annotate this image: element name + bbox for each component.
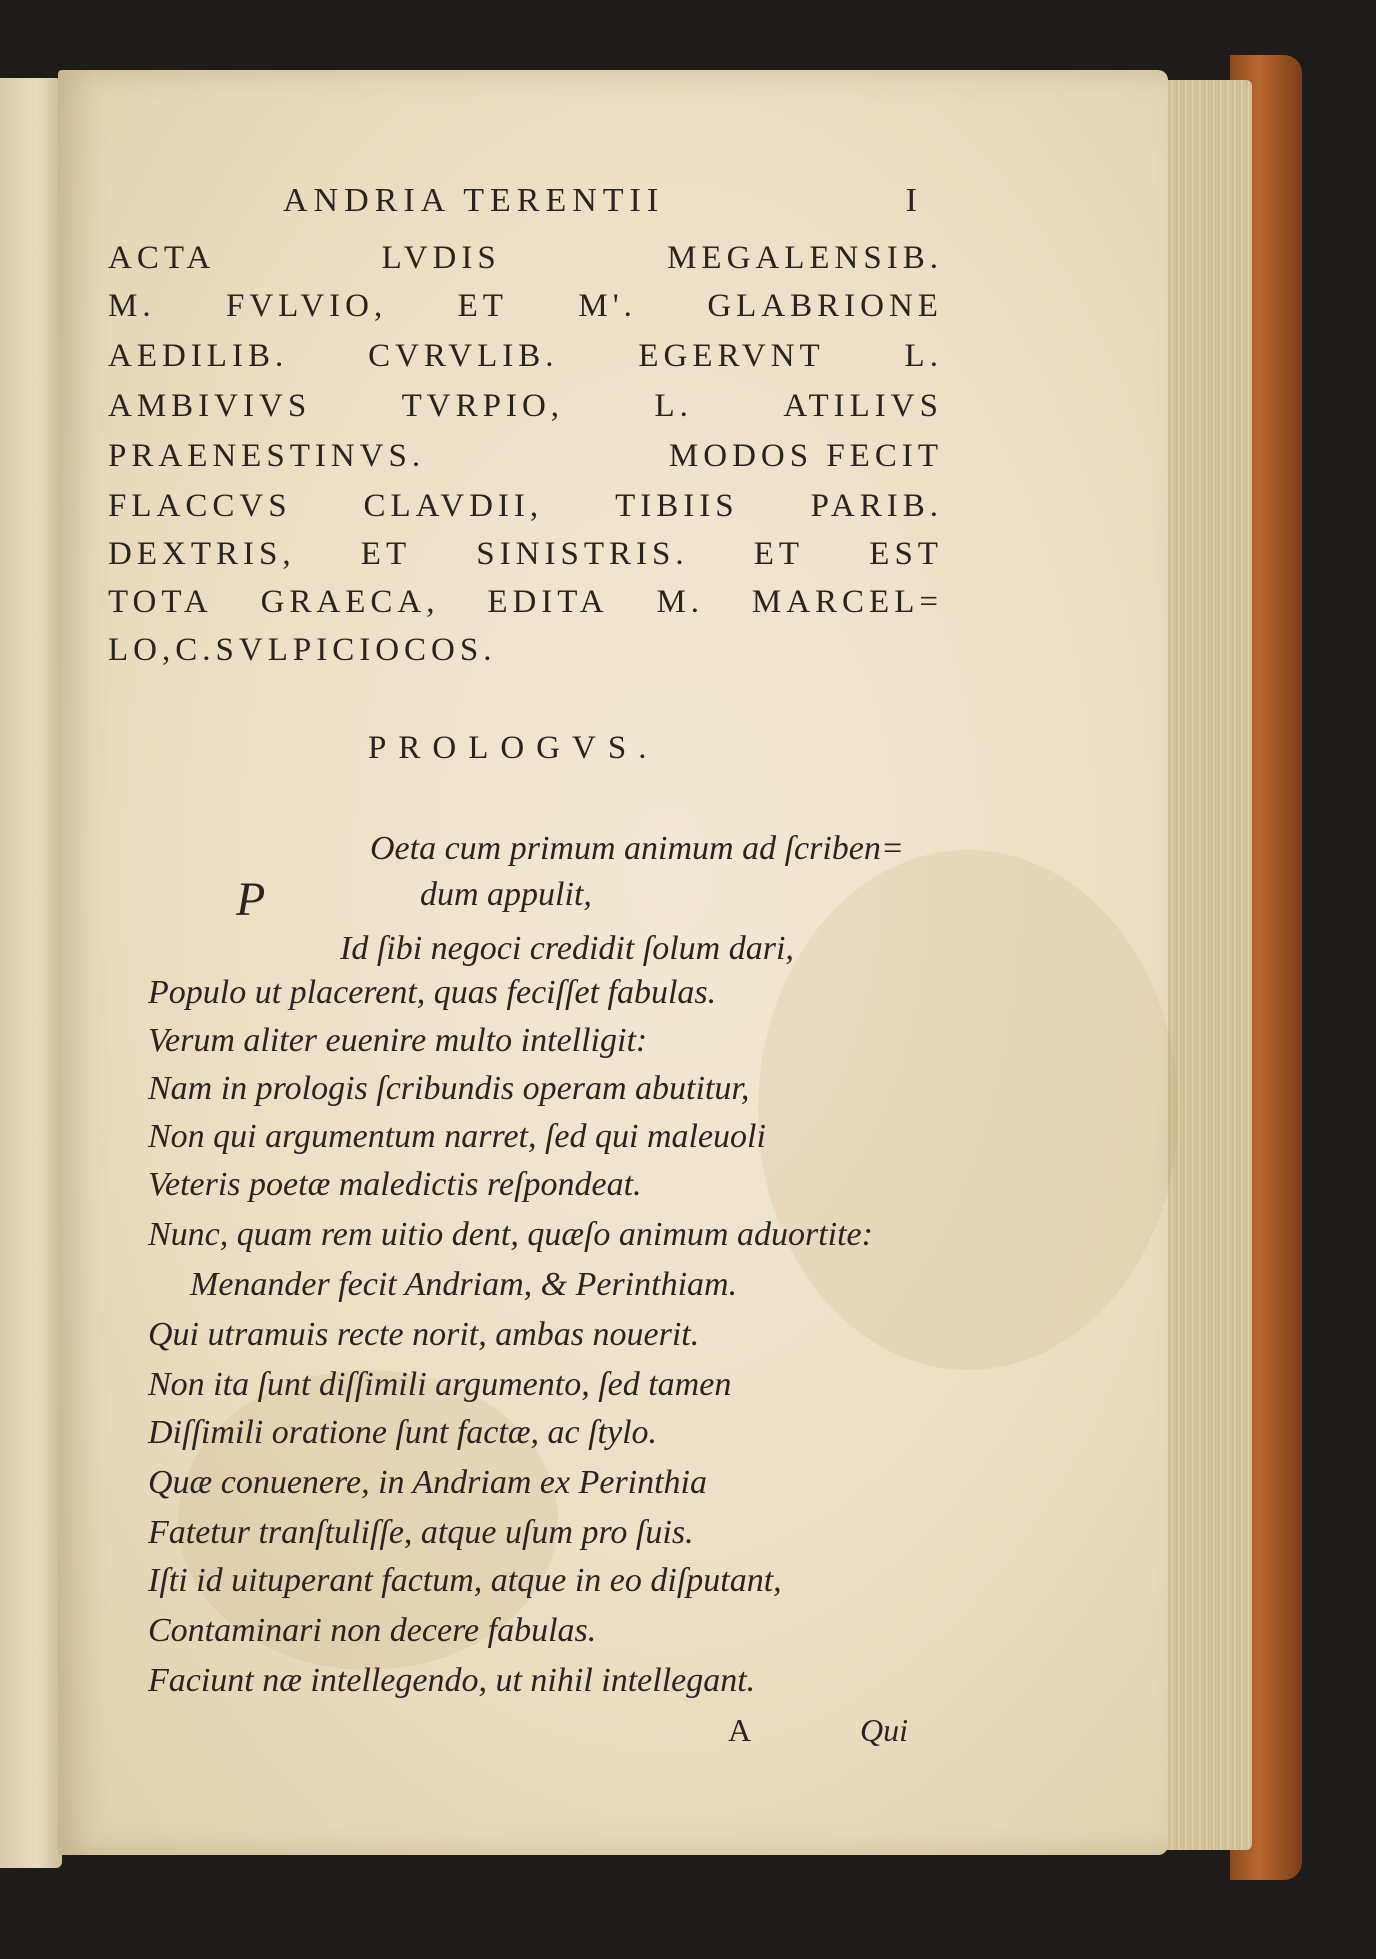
didascalia-word: MEGALENSIB. [667, 240, 943, 276]
verse-line: Id ſibi negoci credidit ſolum dari, [340, 930, 794, 967]
verse-line: Nam in prologis ſcribundis operam abutitur, [148, 1070, 750, 1107]
catchword: Qui [860, 1712, 908, 1748]
verse-line: Menander fecit Andriam, & Perinthiam. [190, 1266, 738, 1303]
didascalia-word: TIBIIS [615, 488, 739, 524]
didascalia-word: ET [360, 536, 412, 572]
didascalia-word: EST [869, 536, 943, 572]
page-edges [1160, 80, 1252, 1850]
didascalia-word: TVRPIO, [401, 388, 565, 424]
folio-number: I [905, 182, 923, 219]
drop-cap: P [236, 873, 266, 926]
didascalia-word: SVLPICIO [215, 632, 405, 668]
didascalia-word: AMBIVIVS [108, 388, 312, 424]
didascalia-word: EDITA [487, 584, 609, 620]
verse-line: Verum aliter euenire multo intelligit: [148, 1022, 648, 1059]
didascalia-word: M'. [578, 288, 637, 324]
didascalia-line [108, 388, 943, 425]
didascalia-word: AEDILIB. [108, 338, 289, 374]
didascalia-word: GRAECA, [260, 584, 440, 620]
didascalia-word: DEXTRIS, [108, 536, 296, 572]
verse-line: Qui utramuis recte norit, ambas nouerit. [148, 1316, 700, 1353]
didascalia-word: CLAVDII, [363, 488, 544, 524]
didascalia-word: CVRVLIB. [368, 338, 559, 374]
didascalia-word: ACTA [108, 240, 216, 276]
didascalia-line [108, 240, 943, 277]
didascalia-word: MARCEL= [751, 584, 943, 620]
didascalia-word: ET [753, 536, 805, 572]
verse-line: Oeta cum primum animum ad ſcriben= [370, 830, 904, 867]
didascalia-line [108, 632, 497, 669]
verse-line: Populo ut placerent, quas feciſſet fabulas. [148, 974, 717, 1011]
didascalia-word: EGERVNT [638, 338, 825, 374]
didascalia-word: L. [654, 388, 693, 424]
didascalia-word: GLABRIONE [707, 288, 943, 324]
didascalia-line [108, 288, 943, 325]
didascalia-word: FLACCVS [108, 488, 292, 524]
prologue-heading: PROLOGVS. [368, 730, 659, 766]
didascalia-word: SINISTRIS. [476, 536, 689, 572]
didascalia-word: COS. [404, 632, 497, 668]
didascalia-word: ATILIVS [783, 388, 943, 424]
verse-line: Quæ conuenere, in Andriam ex Perinthia [148, 1464, 708, 1501]
didascalia-word: TOTA [108, 584, 213, 620]
didascalia-word: MODOS FECIT [668, 438, 943, 474]
didascalia-word: M. [656, 584, 705, 620]
didascalia-word: M. [108, 288, 156, 324]
didascalia-word: PARIB. [810, 488, 943, 524]
verse-line: Veteris poetæ maledictis reſpondeat. [148, 1166, 642, 1203]
verse-line: Fatetur tranſtuliſſe, atque uſum pro ſuis. [148, 1514, 694, 1551]
didascalia-word: LVDIS [381, 240, 501, 276]
verse-line: Diſſimili oratione ſunt factæ, ac ſtylo. [148, 1414, 658, 1451]
verse-line: Nunc, quam rem uitio dent, quæſo animum aduortite: [148, 1216, 873, 1253]
verse-line: Contaminari non decere fabulas. [148, 1612, 597, 1649]
verse-line: Non qui argumentum narret, ſed qui maleuoli [148, 1118, 766, 1155]
facing-page-edge [0, 78, 62, 1868]
didascalia-line [108, 438, 943, 475]
verse-line: Iſti id uituperant factum, atque in eo diſputant, [148, 1562, 782, 1599]
didascalia-line [108, 536, 943, 573]
verse-line: dum appulit, [420, 876, 592, 913]
didascalia-word: LO, [108, 632, 176, 668]
didascalia-word: ET [457, 288, 508, 324]
didascalia-line [108, 584, 943, 621]
foxing-stain [758, 850, 1178, 1370]
didascalia-word: FVLVIO, [226, 288, 388, 324]
signature-mark: A [728, 1712, 752, 1748]
didascalia-line [108, 338, 943, 375]
running-title: ANDRIA TERENTII [283, 182, 665, 219]
didascalia-word: PRAENESTINVS. [108, 438, 426, 474]
didascalia-word: L. [904, 338, 943, 374]
verse-line: Faciunt næ intellegendo, ut nihil intellegant. [148, 1662, 756, 1699]
verse-line: Non ita ſunt diſſimili argumento, ſed tamen [148, 1366, 732, 1403]
running-head [283, 182, 923, 220]
didascalia-line [108, 488, 943, 525]
didascalia-word: C. [175, 632, 216, 668]
